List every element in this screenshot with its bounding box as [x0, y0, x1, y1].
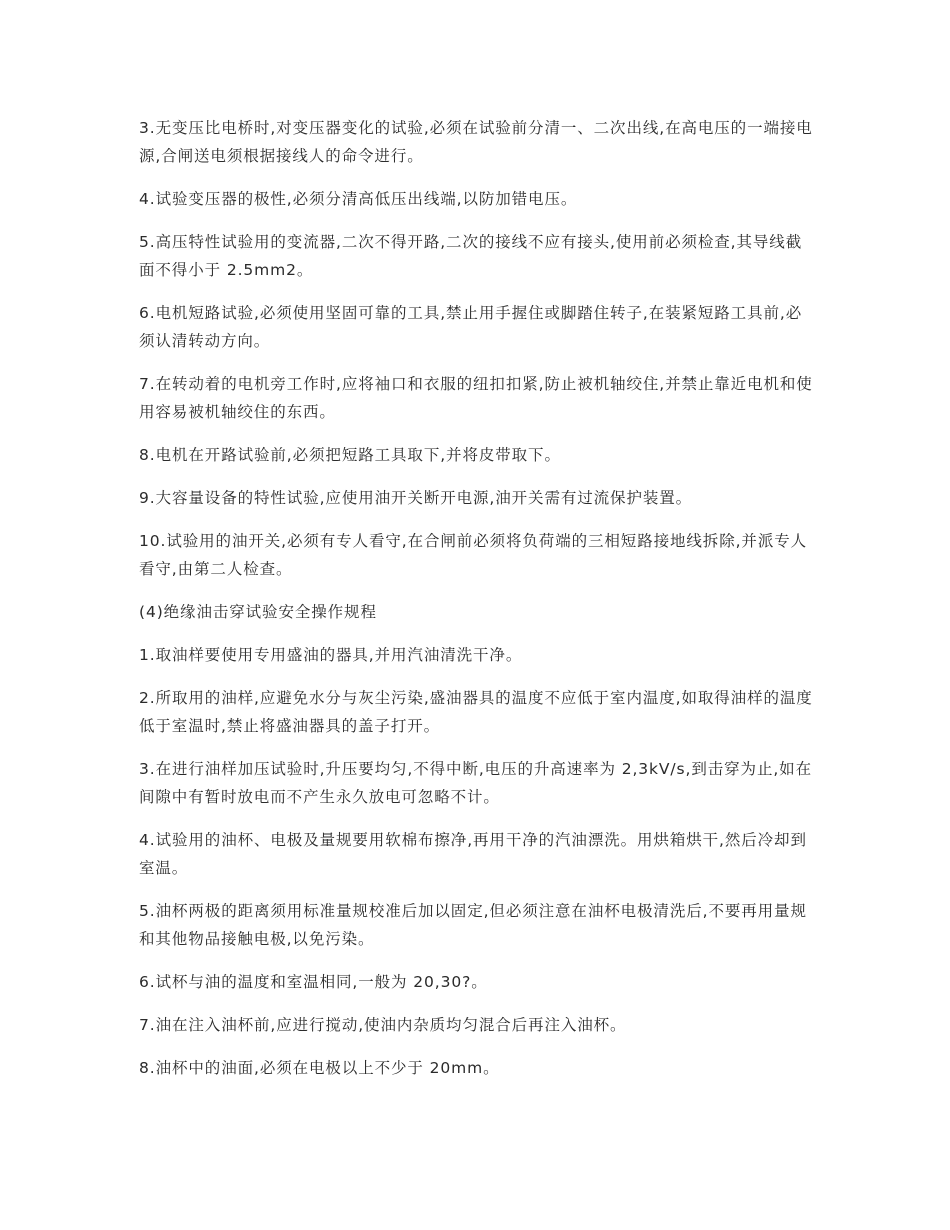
paragraph-item-7-rotating-motor: 7.在转动着的电机旁工作时,应将袖口和衣服的纽扣扣紧,防止被机轴绞住,并禁止靠近电机和使用容易被机轴绞住的东西。 — [139, 375, 813, 421]
paragraph-item-6-short-circuit-test: 6.电机短路试验,必须使用坚固可靠的工具,禁止用手握住或脚踏住转子,在装紧短路工具前,必须认清转动方向。 — [139, 304, 803, 350]
paragraph-item-10-oil-switch: 10.试验用的油开关,必须有专人看守,在合闸前必须将负荷端的三相短路接地线拆除,并派专人看守,由第二人检查。 — [139, 532, 808, 578]
paragraph-oil-item-6-temperature: 6.试杯与油的温度和室温相同,一般为 20,30?。 — [139, 973, 488, 991]
paragraph-oil-item-3-voltage-rate: 3.在进行油样加压试验时,升压要均匀,不得中断,电压的升高速率为 2,3kV/s,到击穿为止,如在间隙中有暂时放电而不产生永久放电可忽略不计。 — [139, 760, 812, 806]
paragraph-item-3-no-ratio-bridge: 3.无变压比电桥时,对变压器变化的试验,必须在试验前分清一、二次出线,在高电压的一端接电源,合闸送电须根据接线人的命令进行。 — [139, 119, 813, 165]
paragraph-oil-item-2-contamination: 2.所取用的油样,应避免水分与灰尘污染,盛油器具的温度不应低于室内温度,如取得油样的温度低于室温时,禁止将盛油器具的盖子打开。 — [139, 689, 813, 735]
paragraph-oil-item-8-oil-level: 8.油杯中的油面,必须在电极以上不少于 20mm。 — [139, 1059, 500, 1077]
section-heading-oil-breakdown: (4)绝缘油击穿试验安全操作规程 — [139, 603, 377, 621]
paragraph-oil-item-1-sampling: 1.取油样要使用专用盛油的器具,并用汽油清洗干净。 — [139, 646, 523, 664]
paragraph-item-8-open-circuit-test: 8.电机在开路试验前,必须把短路工具取下,并将皮带取下。 — [139, 446, 561, 464]
paragraph-item-9-large-capacity: 9.大容量设备的特性试验,应使用油开关断开电源,油开关需有过流保护装置。 — [139, 489, 693, 507]
paragraph-oil-item-4-cleaning: 4.试验用的油杯、电极及量规要用软棉布擦净,再用干净的汽油漂洗。用烘箱烘干,然后冷却到室温。 — [139, 831, 807, 877]
paragraph-oil-item-7-stirring: 7.油在注入油杯前,应进行搅动,使油内杂质均匀混合后再注入油杯。 — [139, 1016, 627, 1034]
paragraph-oil-item-5-electrode-gap: 5.油杯两极的距离须用标准量规校准后加以固定,但必须注意在油杯电极清洗后,不要再用量规和其他物品接触电极,以免污染。 — [139, 902, 807, 948]
paragraph-item-5-current-transformer: 5.高压特性试验用的变流器,二次不得开路,二次的接线不应有接头,使用前必须检查,其导线截面不得小于 2.5mm2。 — [139, 233, 803, 279]
document-body — [139, 114, 815, 1097]
paragraph-item-4-polarity: 4.试验变压器的极性,必须分清高低压出线端,以防加错电压。 — [139, 190, 578, 208]
